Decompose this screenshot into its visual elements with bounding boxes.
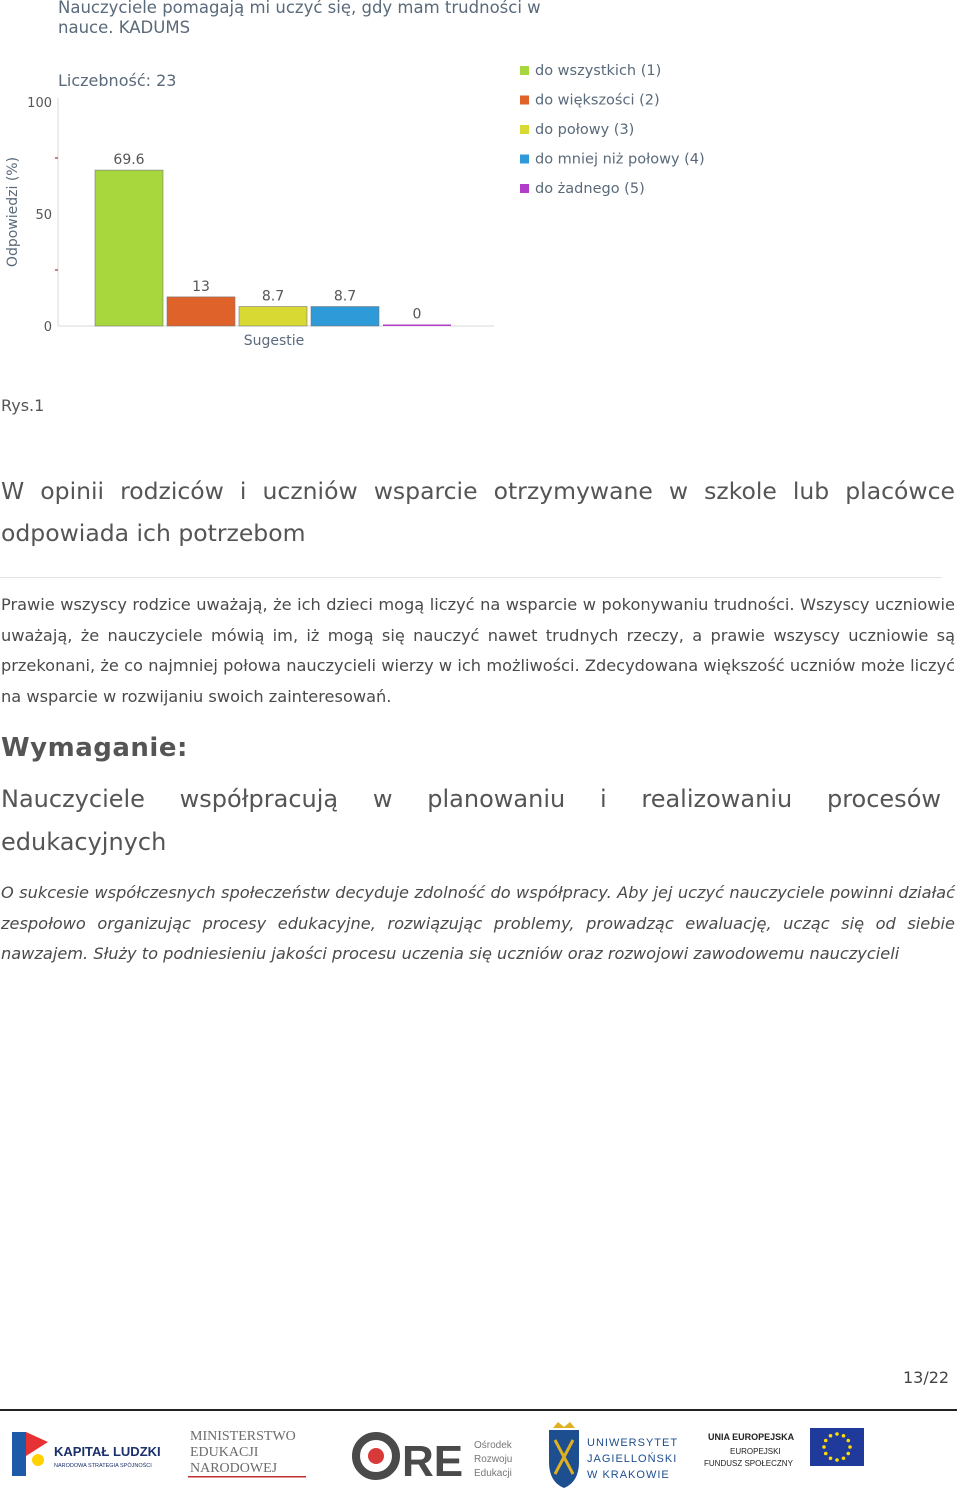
men-line-1: MINISTERSTWO (190, 1429, 296, 1444)
y-tick-label: 100 (27, 96, 52, 111)
ore-dot-icon (368, 1448, 384, 1464)
uj-line-2: JAGIELLOŃSKI (587, 1453, 678, 1465)
eu-star-icon (824, 1439, 828, 1443)
eu-star-icon (835, 1432, 839, 1436)
men-underline (188, 1476, 306, 1478)
legend-label-4: do mniej niż połowy (4) (535, 151, 705, 168)
uj-crown-icon (553, 1422, 575, 1428)
eu-star-icon (829, 1434, 833, 1438)
kl-star-icon (32, 1454, 44, 1466)
chart-title-line-2: nauce. KADUMS (58, 18, 191, 37)
bar-1 (95, 170, 163, 326)
footer-logos (0, 1416, 960, 1496)
chart-x-axis-label: Sugestie (243, 333, 305, 349)
men-logo (188, 1426, 313, 1482)
eu-line-1: UNIA EUROPEJSKA (708, 1432, 795, 1442)
y-tick-label: 50 (35, 208, 52, 223)
requirement-title: Nauczyciele współpracują w planowaniu i realizowaniu procesów edukacyjnych (1, 785, 941, 856)
eu-logo (700, 1424, 870, 1476)
bar-2 (167, 297, 235, 326)
men-line-3: NARODOWEJ (190, 1461, 278, 1476)
legend-label-1: do wszystkich (1) (535, 63, 662, 79)
eu-star-icon (842, 1456, 846, 1460)
kl-name: KAPITAŁ LUDZKI (54, 1444, 161, 1459)
bar-3 (239, 307, 307, 326)
eu-star-icon (829, 1456, 833, 1460)
figure-caption: Rys.1 (1, 396, 45, 415)
ore-logo (350, 1422, 530, 1488)
chart-y-axis-label: Odpowiedzi (%) (5, 156, 21, 268)
eu-star-icon (824, 1452, 828, 1456)
eu-line-3: FUNDUSZ SPOŁECZNY (704, 1459, 793, 1468)
kl-subtitle: NARODOWA STRATEGIA SPÓJNOŚCI (54, 1463, 152, 1469)
bar-4 (311, 307, 379, 326)
legend-swatch-3 (520, 125, 529, 134)
ore-line-3: Edukacji (474, 1468, 512, 1479)
section-divider (0, 577, 942, 578)
legend-label-2: do większości (2) (535, 92, 660, 109)
uj-line-3: W KRAKOWIE (587, 1469, 670, 1481)
legend-swatch-4 (520, 155, 529, 164)
page-number: 13/22 (903, 1368, 950, 1387)
bar-value-label-3: 8.7 (261, 288, 285, 305)
requirement-label: Wymaganie: (1, 733, 188, 763)
chart-title-line-1: Nauczyciele pomagają mi uczyć się, gdy mam trudności w (58, 0, 541, 17)
eu-star-icon (846, 1439, 850, 1443)
footer-divider (0, 1409, 957, 1411)
legend-swatch-2 (520, 96, 529, 105)
kapital-ludzki-logo (8, 1422, 178, 1482)
ore-line-1: Ośrodek (474, 1440, 512, 1451)
requirement-description: O sukcesie współczesnych społeczeństw decyduje zdolność do współpracy. Aby jej uczyć nauczyciele powinni działać zespołowo organizując procesy edukacyjne, rozwiązując problemy, prowadząc ewaluację, ucząc się od siebie nawzajem. Służy to podniesieniu jakości procesu uczenia się uczniów oraz rozwojowi zawodowemu nauczycieli (1, 883, 955, 963)
chart-bars (95, 152, 451, 326)
legend-swatch-5 (520, 184, 529, 193)
chart-legend (520, 63, 705, 197)
eu-star-icon (835, 1458, 839, 1462)
kl-flag-red-icon (26, 1432, 48, 1456)
y-tick-label: 0 (43, 320, 52, 335)
bar-value-label-1: 69.6 (113, 152, 145, 169)
legend-label-5: do żadnego (5) (535, 181, 645, 197)
legend-label-3: do połowy (3) (535, 122, 635, 138)
section-heading: W opinii rodziców i uczniów wsparcie otrzymywane w szkole lub placówce odpowiada ich potrzebom (1, 477, 955, 547)
eu-star-icon (822, 1445, 826, 1449)
kl-flag-blue-icon (12, 1432, 26, 1476)
intro-paragraph: Prawie wszyscy rodzice uważają, że ich dzieci mogą liczyć na wsparcie w pokonywaniu trudności. Wszyscy uczniowie uważają, że nauczyciele mówią im, iż mogą się nauczyć nawet trudnych rzeczy, a prawie wszyscy uczniowie są przekonani, że co najmniej połowa nauczycieli wierzy w ich możliwości. Zdecydowana większość uczniów może liczyć na wsparcie w rozwijaniu swoich zainteresowań. (1, 595, 955, 706)
legend-swatch-1 (520, 66, 529, 75)
bar-value-label-2: 13 (192, 278, 210, 295)
eu-star-icon (846, 1452, 850, 1456)
chart-count-label: Liczebność: 23 (58, 71, 177, 90)
uj-line-1: UNIWERSYTET (587, 1437, 679, 1449)
bar-value-label-5: 0 (412, 306, 422, 323)
bar-value-label-4: 8.7 (333, 288, 357, 305)
uj-logo (545, 1422, 685, 1490)
ore-line-2: Rozwoju (474, 1454, 513, 1465)
bar-5 (383, 325, 451, 327)
men-line-2: EDUKACJI (190, 1445, 259, 1460)
ore-mark-text: RE (402, 1437, 464, 1486)
eu-star-icon (848, 1445, 852, 1449)
survey-bar-chart (0, 0, 720, 360)
eu-line-2: EUROPEJSKI (730, 1447, 781, 1456)
eu-star-icon (842, 1434, 846, 1438)
